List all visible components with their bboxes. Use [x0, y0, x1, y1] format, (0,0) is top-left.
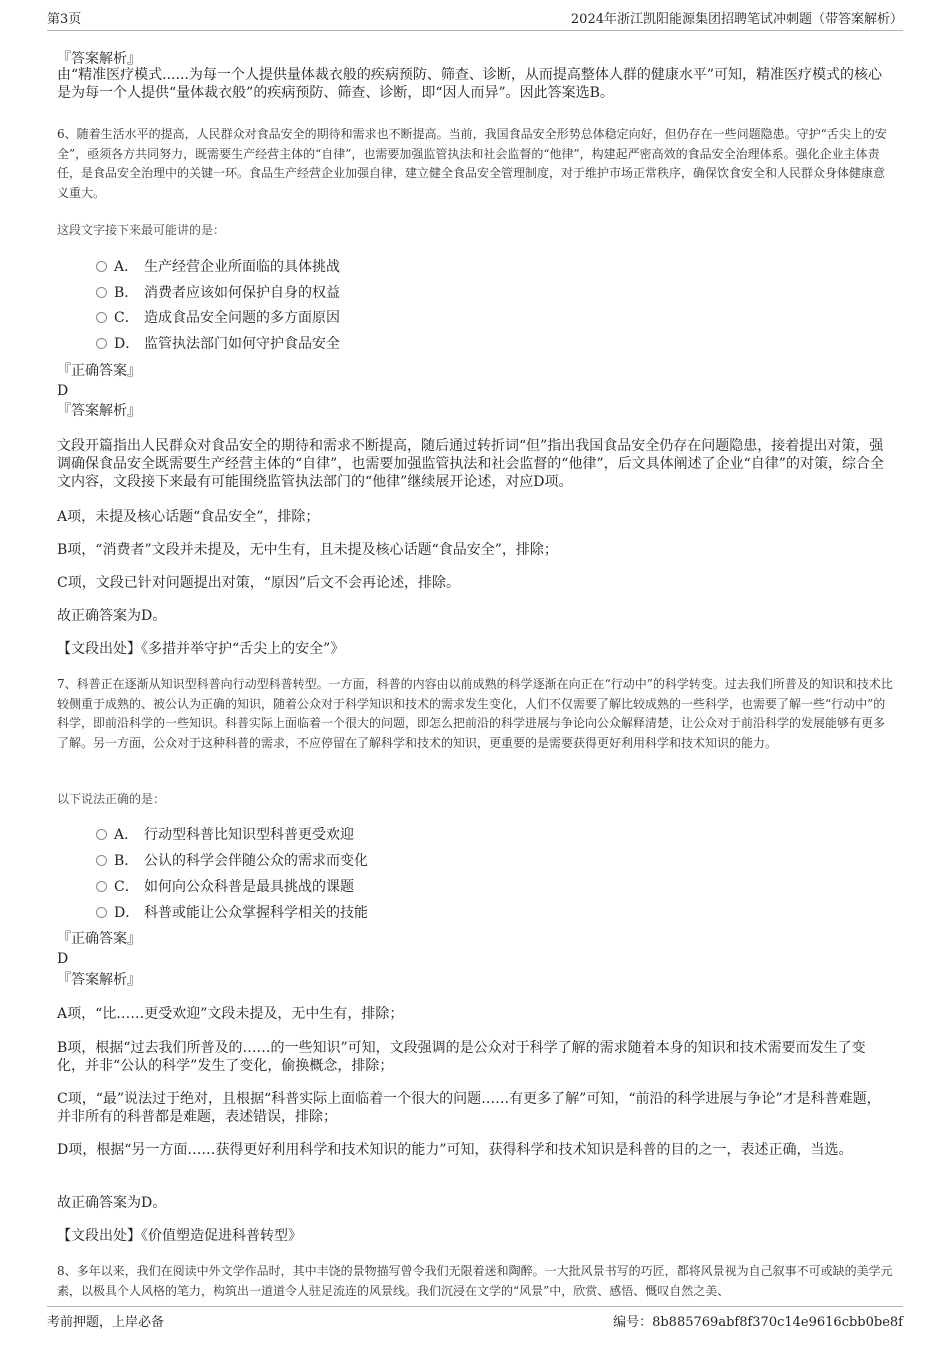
source-label: 【文段出处】	[57, 1228, 141, 1244]
q6-option-c[interactable]	[96, 307, 340, 329]
radio-icon[interactable]	[96, 855, 107, 866]
option-text: 消费者应该如何保护自身的权益	[144, 285, 340, 301]
q7-analysis-c: C项，“最”说法过于绝对，且根据“科普实际上面临着一个很大的问题……有更多了解”可知，“前沿的科学进展与争论”才是科普难题，并非所有的科普都是难题，表述错误，排除；	[57, 1091, 881, 1125]
q7-analysis-d: D项，根据“另一方面……获得更好利用科学和技术知识的能力”可知，获得科学和技术知识是科普的目的之一，表述正确，当选。	[57, 1142, 853, 1158]
q6-source	[57, 640, 893, 659]
q7-prompt: 以下说法正确的是：	[57, 792, 166, 806]
option-letter: A．	[114, 259, 139, 275]
q6-option-b[interactable]	[96, 282, 340, 304]
q6-option-a[interactable]	[96, 256, 340, 278]
q6-answer-label: 『正确答案』	[57, 363, 141, 379]
radio-icon[interactable]	[96, 829, 107, 840]
option-text: 造成食品安全问题的多方面原因	[144, 310, 340, 326]
option-letter: C．	[114, 879, 139, 895]
q6-analysis-c: C项，文段已针对问题提出对策，“原因”后文不会再论述，排除。	[57, 575, 461, 591]
q5-analysis-text: 由“精准医疗模式......为每一个人提供量体裁衣般的疾病预防、筛查、诊断，从而提高整体人群的健康水平”可知，精准医疗模式的核心是为每一个人提供“量体裁衣般”的疾病预防、筛查、诊断，即“因人而异”。因此答案选B。	[57, 67, 883, 101]
option-text: 生产经营企业所面临的具体挑战	[144, 259, 340, 275]
q7-analysis-b: B项，根据“过去我们所普及的……的一些知识”可知，文段强调的是公众对于科学了解的需求随着本身的知识和技术需要而发生了变化，并非“公认的科学”发生了变化，偷换概念，排除；	[57, 1040, 866, 1074]
footer-code	[613, 1313, 903, 1333]
radio-icon[interactable]	[96, 881, 107, 892]
source-title: 《多措并举守护“舌尖上的安全”》	[141, 641, 345, 657]
q6-analysis-main: 文段开篇指出人民群众对食品安全的期待和需求不断提高，随后通过转折词“但”指出我国食品安全仍存在问题隐患，接着提出对策，强调确保食品安全既需要生产经营主体的“自律”，也需要加强监管执法和社会监督的“他律”，后文具体阐述了企业“自律”的对策，综合全文内容，文段接下来最有可能围绕监管执法部门的“他律”继续展开论述，对应D项。	[57, 438, 884, 490]
option-text: 公认的科学会伴随公众的需求而变化	[144, 853, 368, 869]
q6-analysis-a: A项，未提及核心话题“食品安全”，排除；	[57, 509, 320, 525]
option-letter: B．	[114, 853, 139, 869]
radio-icon[interactable]	[96, 907, 107, 918]
option-text: 如何向公众科普是最具挑战的课题	[144, 879, 354, 895]
q6-conclusion: 故正确答案为D。	[57, 608, 167, 624]
code-value: 8b885769abf8f370c14e9616cbb0be8f	[652, 1315, 903, 1330]
page-header	[47, 8, 903, 31]
q7-option-d[interactable]	[96, 902, 368, 924]
q6-option-d[interactable]	[96, 333, 340, 355]
q5-analysis-label: 『答案解析』	[57, 51, 141, 67]
page-footer	[47, 1306, 903, 1341]
q7-answer: D	[57, 951, 69, 967]
document-title: 2024年浙江凯阳能源集团招聘笔试冲刺题（带答案解析）	[570, 12, 903, 27]
radio-icon[interactable]	[96, 338, 107, 349]
page-number: 第3页	[47, 12, 82, 27]
q6-passage: 6、随着生活水平的提高，人民群众对食品安全的期待和需求也不断提高。当前，我国食品安全形势总体稳定向好，但仍存在一些问题隐患。守护“舌尖上的安全”，亟须各方共同努力，既需要生产经营主体的“自律”，也需要加强监管执法和社会监督的“他律”，构建起严密高效的食品安全治理体系。强化企业主体责任，是食品安全治理中的关键一环。食品生产经营企业加强自律，建立健全食品安全管理制度，对于维护市场正常秩序，确保饮食安全和人民群众身体健康意义重大。	[57, 127, 887, 200]
option-text: 行动型科普比知识型科普更受欢迎	[144, 827, 354, 843]
option-letter: B．	[114, 285, 139, 301]
code-label: 编号：	[613, 1315, 653, 1330]
q6-analysis-b: B项，“消费者”文段并未提及，无中生有，且未提及核心话题“食品安全”，排除；	[57, 542, 558, 558]
option-text: 科普或能让公众掌握科学相关的技能	[144, 905, 368, 921]
radio-icon[interactable]	[96, 312, 107, 323]
option-text: 监管执法部门如何守护食品安全	[144, 336, 340, 352]
radio-icon[interactable]	[96, 287, 107, 298]
q6-analysis-label: 『答案解析』	[57, 403, 141, 419]
q7-option-b[interactable]	[96, 850, 368, 872]
source-title: 《价值塑造促进科普转型》	[141, 1228, 302, 1244]
q6-prompt: 这段文字接下来最可能讲的是：	[57, 223, 226, 237]
q7-conclusion: 故正确答案为D。	[57, 1195, 167, 1211]
option-letter: A．	[114, 827, 139, 843]
q7-analysis-label: 『答案解析』	[57, 972, 141, 988]
q7-option-a[interactable]	[96, 824, 354, 846]
q8-passage: 8、多年以来，我们在阅读中外文学作品时，其中丰饶的景物描写曾令我们无限着迷和陶醉。一大批风景书写的巧匠，都将风景视为自己叙事不可或缺的美学元素，以极具个人风格的笔力，构筑出一道道令人驻足流连的风景线。我们沉浸在文学的“风景”中，欣赏、感悟、慨叹自然之美、	[57, 1264, 893, 1298]
footer-slogan: 考前押题，上岸必备	[47, 1315, 165, 1330]
q7-passage: 7、科普正在逐渐从知识型科普向行动型科普转型。一方面，科普的内容由以前成熟的科学逐渐在向正在“行动中”的科学转变。过去我们所普及的知识和技术比较侧重于成熟的、被公认为正确的知识，随着公众对于科学知识和技术的需求发生变化，人们不仅需要了解比较成熟的一些科学，也需要了解一些“行动中”的科学，即前沿科学的一些知识。科普实际上面临着一个很大的问题，即怎么把前沿的科学进展与争论向公众解释清楚，让公众对于前沿科学的发展能够有更多了解。另一方面，公众对于这种科普的需求，不应停留在了解科学和技术的知识，更重要的是需要获得更好利用科学和技术知识的能力。	[57, 677, 893, 750]
q7-source	[57, 1227, 893, 1246]
q7-analysis-a: A项，“比……更受欢迎”文段未提及，无中生有，排除；	[57, 1006, 404, 1022]
option-letter: D．	[114, 336, 140, 352]
option-letter: C．	[114, 310, 139, 326]
option-letter: D．	[114, 905, 140, 921]
q6-answer: D	[57, 383, 69, 399]
q7-option-c[interactable]	[96, 876, 354, 898]
q7-answer-label: 『正确答案』	[57, 931, 141, 947]
source-label: 【文段出处】	[57, 641, 141, 657]
radio-icon[interactable]	[96, 261, 107, 272]
